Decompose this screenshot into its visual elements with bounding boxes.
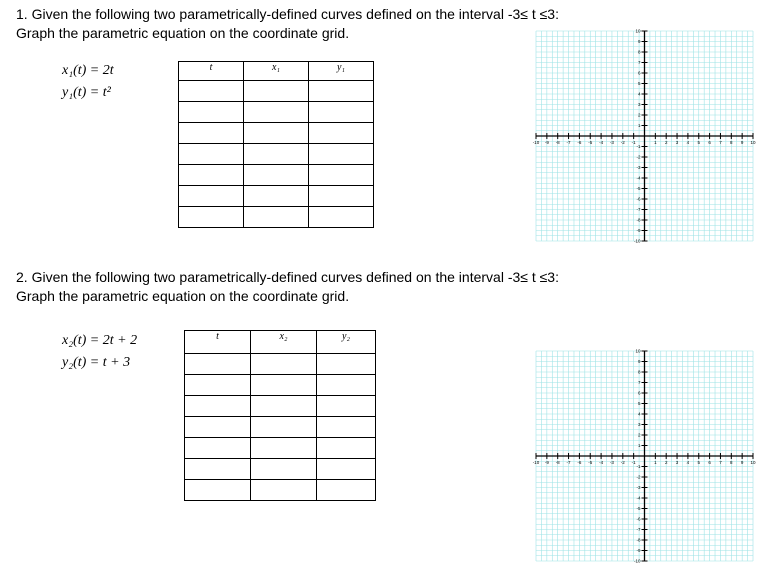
y-tick-label: 10 xyxy=(635,348,641,354)
problem-2-instruction: Graph the parametric equation on the coordinate grid. xyxy=(16,288,350,304)
table-row xyxy=(185,417,376,438)
y-tick-label: -9 xyxy=(636,548,641,554)
header-t: t xyxy=(185,331,251,354)
x-tick-label: 4 xyxy=(686,140,690,145)
y-tick-label: 2 xyxy=(637,432,641,438)
y-tick-label: -7 xyxy=(636,527,641,533)
cell-x[interactable] xyxy=(244,207,309,228)
cell-y[interactable] xyxy=(309,165,374,186)
x-tick-label: 10 xyxy=(750,140,756,145)
cell-x[interactable] xyxy=(244,165,309,186)
table-row xyxy=(185,459,376,480)
x-tick-label: 9 xyxy=(740,460,744,465)
x-tick-label: 3 xyxy=(675,140,679,145)
cell-y[interactable] xyxy=(309,207,374,228)
cell-x[interactable] xyxy=(251,438,317,459)
y-tick-label: 5 xyxy=(637,81,641,87)
cell-t[interactable] xyxy=(179,207,244,228)
table-header-row xyxy=(185,331,376,354)
y-tick-label: 2 xyxy=(637,112,641,118)
cell-t[interactable] xyxy=(185,438,251,459)
x-tick-label: 2 xyxy=(664,460,668,465)
table-row xyxy=(179,186,374,207)
y-tick-label: -6 xyxy=(636,516,641,522)
cell-x[interactable] xyxy=(244,81,309,102)
y-tick-label: -10 xyxy=(633,558,641,564)
table-row xyxy=(179,123,374,144)
header-x: x₁ xyxy=(244,62,309,81)
y-tick-label: -3 xyxy=(636,485,641,491)
cell-y[interactable] xyxy=(309,186,374,207)
y-tick-label: -6 xyxy=(636,196,641,202)
x-tick-label: -5 xyxy=(588,460,593,465)
table-row xyxy=(179,102,374,123)
problem-1-coordinate-grid[interactable] xyxy=(532,27,757,245)
y-tick-label: -5 xyxy=(636,186,641,192)
cell-x[interactable] xyxy=(244,102,309,123)
cell-t[interactable] xyxy=(179,102,244,123)
problem-1-value-table xyxy=(178,61,374,228)
y-tick-label: -1 xyxy=(636,144,641,150)
cell-t[interactable] xyxy=(179,144,244,165)
table-row xyxy=(179,81,374,102)
table-row xyxy=(185,375,376,396)
y-tick-label: 6 xyxy=(637,390,641,396)
table-row xyxy=(179,144,374,165)
cell-x[interactable] xyxy=(251,375,317,396)
y-tick-label: 6 xyxy=(637,70,641,76)
y-tick-label: -2 xyxy=(636,474,641,480)
header-t: t xyxy=(179,62,244,81)
x-tick-label: -1 xyxy=(631,140,636,145)
y-tick-label: -10 xyxy=(633,238,641,244)
x-tick-label: -10 xyxy=(532,460,540,465)
y-tick-label: -8 xyxy=(636,217,641,223)
cell-t[interactable] xyxy=(185,375,251,396)
table-row xyxy=(185,396,376,417)
x-tick-label: 2 xyxy=(664,140,668,145)
x-tick-label: 4 xyxy=(686,460,690,465)
x-tick-label: 8 xyxy=(730,140,733,145)
cell-t[interactable] xyxy=(185,459,251,480)
x-tick-label: -5 xyxy=(588,140,593,145)
problem-1-equations xyxy=(62,60,114,104)
cell-x[interactable] xyxy=(251,417,317,438)
table-row xyxy=(185,480,376,501)
problem-1-prompt xyxy=(16,5,559,43)
cell-x[interactable] xyxy=(251,480,317,501)
y-tick-label: -2 xyxy=(636,154,641,160)
cell-x[interactable] xyxy=(244,123,309,144)
y-tick-label: 3 xyxy=(637,422,641,428)
cell-t[interactable] xyxy=(185,396,251,417)
cell-y[interactable] xyxy=(309,144,374,165)
y-tick-label: 1 xyxy=(637,443,641,449)
x-tick-label: 6 xyxy=(708,460,711,465)
x-tick-label: -3 xyxy=(609,460,614,465)
cell-y[interactable] xyxy=(317,417,376,438)
x-tick-label: -2 xyxy=(620,460,625,465)
x-tick-label: -7 xyxy=(566,140,571,145)
x-tick-label: 5 xyxy=(697,460,701,465)
y-tick-label: -9 xyxy=(636,228,641,234)
y-tick-label: -1 xyxy=(636,464,641,470)
y-tick-label: 8 xyxy=(637,369,641,375)
y-tick-label: -4 xyxy=(636,495,641,501)
header-y: y₁ xyxy=(309,62,374,81)
cell-t[interactable] xyxy=(185,417,251,438)
x-tick-label: -10 xyxy=(532,140,540,145)
cell-x[interactable] xyxy=(244,186,309,207)
x-tick-label: -1 xyxy=(631,460,636,465)
cell-y[interactable] xyxy=(309,102,374,123)
x-tick-label: -6 xyxy=(577,460,582,465)
x-tick-label: -3 xyxy=(609,140,614,145)
grid-canvas xyxy=(532,27,757,245)
y-tick-label: 4 xyxy=(637,91,641,97)
y-tick-label: 4 xyxy=(637,411,641,417)
y-tick-label: 9 xyxy=(637,39,641,45)
cell-x[interactable] xyxy=(251,354,317,375)
problem-2-question: 2. Given the following two parametrically-defined curves defined on the interval -3≤ t ≤3: xyxy=(16,269,559,285)
y-tick-label: -7 xyxy=(636,207,641,213)
x-tick-label: 1 xyxy=(654,140,657,145)
y-tick-label: 10 xyxy=(635,28,641,34)
table-header-row xyxy=(179,62,374,81)
table-row xyxy=(179,207,374,228)
cell-x[interactable] xyxy=(251,459,317,480)
x-tick-label: 7 xyxy=(719,140,722,145)
problem-2-equations xyxy=(62,330,137,374)
cell-t[interactable] xyxy=(179,123,244,144)
header-x: x₂ xyxy=(251,331,317,354)
cell-t[interactable] xyxy=(185,354,251,375)
cell-t[interactable] xyxy=(179,81,244,102)
cell-y[interactable] xyxy=(317,438,376,459)
x-tick-label: -2 xyxy=(620,140,625,145)
table-row xyxy=(185,438,376,459)
x-tick-label: 5 xyxy=(697,140,701,145)
table-row xyxy=(179,165,374,186)
y-tick-label: 5 xyxy=(637,401,641,407)
problem-1-x-equation: x₁(t) = 2t xyxy=(62,63,114,78)
cell-y[interactable] xyxy=(317,396,376,417)
header-y: y₂ xyxy=(317,331,376,354)
y-tick-label: 7 xyxy=(637,380,641,386)
cell-y[interactable] xyxy=(317,375,376,396)
x-tick-label: -9 xyxy=(544,460,549,465)
problem-1-instruction: Graph the parametric equation on the coordinate grid. xyxy=(16,25,350,41)
x-tick-label: -8 xyxy=(555,460,560,465)
x-tick-label: 6 xyxy=(708,140,711,145)
problem-2-coordinate-grid[interactable] xyxy=(532,347,757,565)
cell-y[interactable] xyxy=(317,459,376,480)
y-tick-label: -3 xyxy=(636,165,641,171)
cell-t[interactable] xyxy=(185,480,251,501)
y-tick-label: 7 xyxy=(637,60,641,66)
problem-1-y-equation: y₁(t) = t² xyxy=(62,85,111,100)
problem-2-prompt xyxy=(16,268,559,306)
x-tick-label: -8 xyxy=(555,140,560,145)
problem-2-y-equation: y₂(t) = t + 3 xyxy=(62,355,131,370)
x-tick-label: -4 xyxy=(599,140,604,145)
x-tick-label: 10 xyxy=(750,460,756,465)
problem-1-question: 1. Given the following two parametrically-defined curves defined on the interval -3≤ t ≤3: xyxy=(16,6,559,22)
cell-x[interactable] xyxy=(251,396,317,417)
grid-canvas xyxy=(532,347,757,565)
y-tick-label: -4 xyxy=(636,175,641,181)
cell-x[interactable] xyxy=(244,144,309,165)
x-tick-label: 8 xyxy=(730,460,733,465)
x-tick-label: -7 xyxy=(566,460,571,465)
y-tick-label: -5 xyxy=(636,506,641,512)
cell-t[interactable] xyxy=(179,165,244,186)
cell-y[interactable] xyxy=(317,354,376,375)
y-tick-label: 3 xyxy=(637,102,641,108)
cell-t[interactable] xyxy=(179,186,244,207)
x-tick-label: 9 xyxy=(740,140,744,145)
y-tick-label: 8 xyxy=(637,49,641,55)
x-tick-label: -4 xyxy=(599,460,604,465)
x-tick-label: -6 xyxy=(577,140,582,145)
cell-y[interactable] xyxy=(309,81,374,102)
problem-2-value-table xyxy=(184,330,376,501)
cell-y[interactable] xyxy=(317,480,376,501)
y-tick-label: 9 xyxy=(637,359,641,365)
table-row xyxy=(185,354,376,375)
problem-2-x-equation: x₂(t) = 2t + 2 xyxy=(62,333,138,348)
x-tick-label: 1 xyxy=(654,460,657,465)
y-tick-label: 1 xyxy=(637,123,641,129)
x-tick-label: 7 xyxy=(719,460,722,465)
x-tick-label: -9 xyxy=(544,140,549,145)
cell-y[interactable] xyxy=(309,123,374,144)
y-tick-label: -8 xyxy=(636,537,641,543)
x-tick-label: 3 xyxy=(675,460,679,465)
